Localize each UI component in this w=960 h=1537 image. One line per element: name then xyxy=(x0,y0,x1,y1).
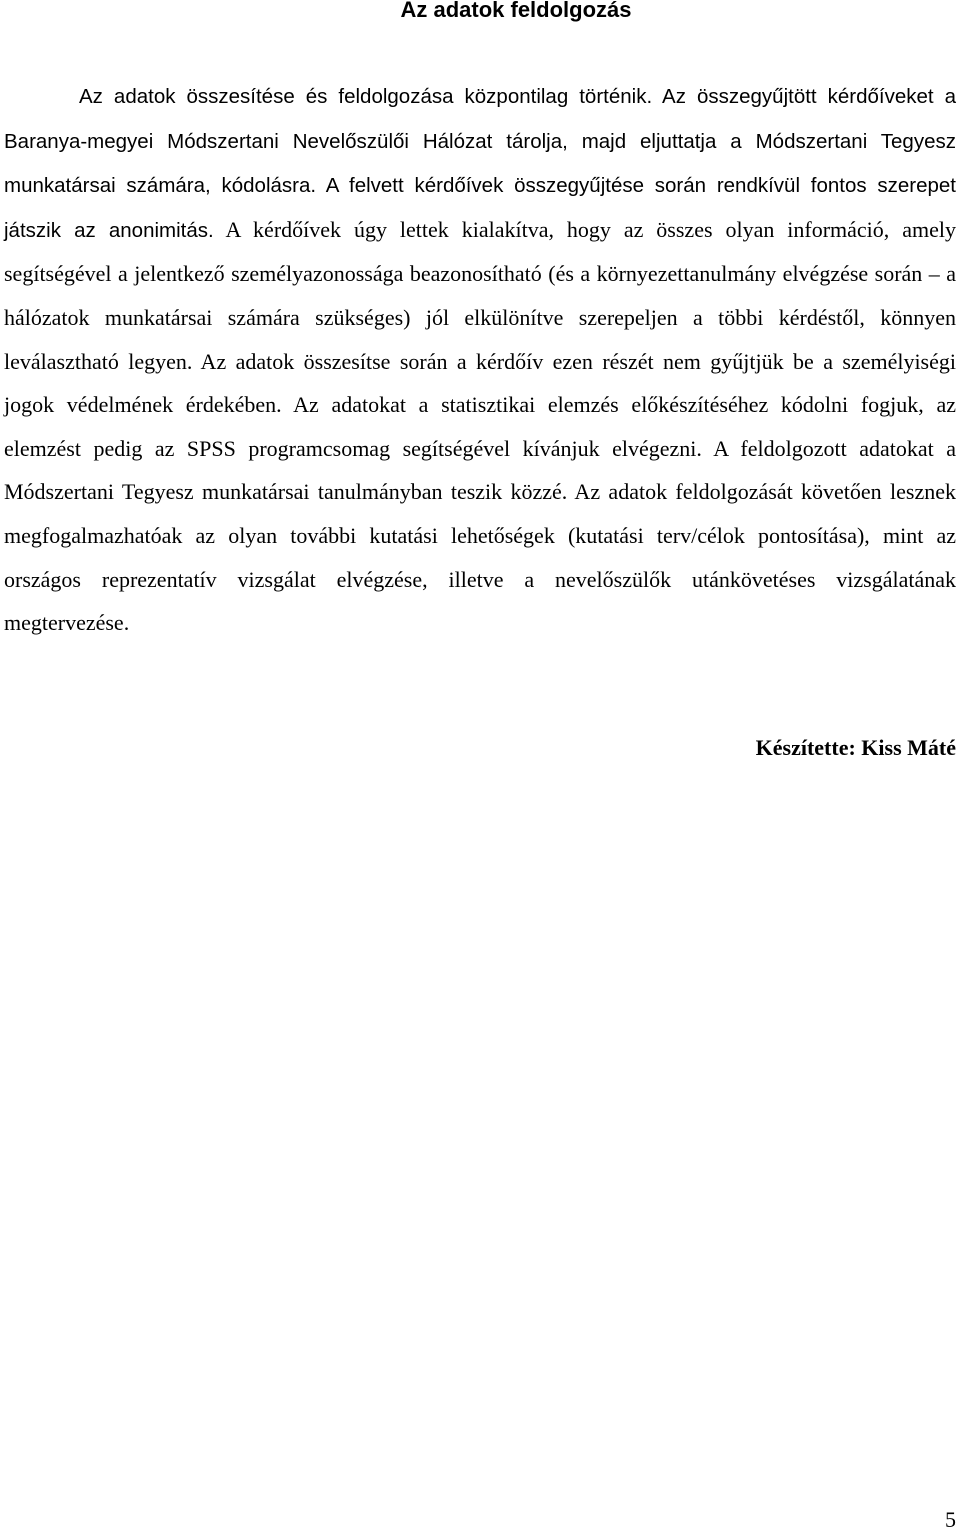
paragraph-part-serif: A kérdőívek úgy lettek kialakítva, hogy az összes olyan információ, amely segítségével a jelentkező személyazonossága beazonosítható (és a környezettanulmány elvégzése során – a hálózatok munkatársai számára szükséges) jól elkülönítve szerepeljen a többi kérdéstől, könnyen leválasztható legyen. Az adatok összesítse során a kérdőív ezen részét nem gyűjtjük be a személyiségi jogok védelmének érdekében. Az adatokat a statisztikai elemzés előkészítéséhez kódolni fogjuk, az elemzést pedig az SPSS programcsomag segítségével kívánjuk elvégezni. A feldolgozott adatokat a Módszertani Tegyesz munkatársai tanulmányban teszik közzé. Az adatok feldolgozását követően lesznek megfogalmazhatóak az olyan további kutatási lehetőségek (kutatási terv/célok pontosítása), mint az országos reprezentatív vizsgálat elvégzése, illetve a nevelőszülők utánkövetéses vizsgálatának megtervezése. xyxy=(4,216,956,636)
body-paragraph xyxy=(4,74,956,645)
section-heading: Az adatok feldolgozás xyxy=(400,0,632,22)
page-number: 5 xyxy=(945,1507,956,1532)
author-signature: Készítette: Kiss Máté xyxy=(755,735,956,760)
paragraph-part-sans: Az adatok összesítése és feldolgozása központilag történik. Az összegyűjtött kérdőíveket a Baranya-megyei Módszertani Nevelőszülői Hálózat tárolja, majd eljuttatja a Módszertani Tegyesz munkatársai számára, kódolásra. A felvett kérdőívek összegyűjtése során rendkívül fontos szerepet játszik az anonimitás. xyxy=(4,85,956,242)
